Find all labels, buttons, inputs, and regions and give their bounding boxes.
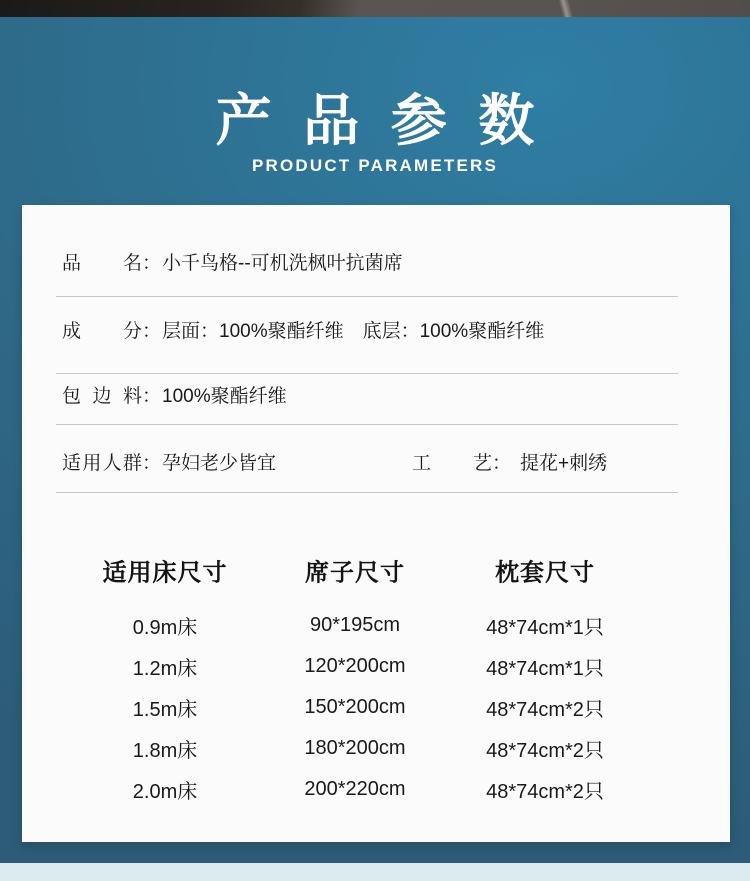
- spec-label: 包边料: [62, 386, 142, 408]
- spec-colon: ：: [492, 453, 512, 475]
- pillowcase-size-cell: 48*74cm*2只: [486, 699, 604, 721]
- parameters-card: [22, 205, 730, 842]
- bed-size-cell: 1.5m床: [132, 699, 198, 721]
- pillowcase-size-cell: 48*74cm*2只: [486, 781, 604, 803]
- spec-value: 孕妇老少皆宜: [162, 453, 277, 475]
- page-title: 产 品 参 数: [215, 89, 543, 152]
- mat-size-cell: 150*200cm: [304, 696, 406, 718]
- table-row: [70, 605, 640, 646]
- divider: [56, 492, 678, 493]
- mat-size-cell: 120*200cm: [304, 655, 406, 677]
- pillowcase-size-cell: 48*74cm*1只: [486, 658, 604, 680]
- column-header-bed-size: 适用床尺寸: [102, 559, 228, 587]
- spec-row-product-name: [62, 252, 700, 276]
- pillowcase-size-cell: 48*74cm*1只: [486, 617, 604, 639]
- spec-value: 提花+刺绣: [520, 453, 608, 475]
- spec-label: 工艺: [412, 453, 492, 475]
- bed-size-cell: 0.9m床: [132, 617, 198, 639]
- photo-background-strip: [0, 0, 750, 17]
- column-header-mat-size: 席子尺寸: [305, 559, 405, 587]
- divider: [56, 373, 678, 374]
- spec-value: 100%聚酯纤维: [162, 386, 287, 408]
- table-row: [70, 646, 640, 687]
- bed-size-cell: 1.2m床: [132, 658, 198, 680]
- bed-size-cell: 2.0m床: [132, 781, 198, 803]
- spec-label: 成分: [62, 321, 142, 343]
- spec-row-composition: [62, 320, 700, 344]
- spec-colon: ：: [142, 321, 162, 343]
- table-row: [70, 728, 640, 769]
- mat-size-cell: 90*195cm: [309, 614, 401, 636]
- spec-row-audience: [62, 452, 700, 476]
- divider: [56, 424, 678, 425]
- spec-colon: ：: [142, 253, 162, 275]
- spec-row-edging: [62, 385, 700, 409]
- spec-value: 小千鸟格--可机洗枫叶抗菌席: [162, 253, 403, 275]
- spec-value: 层面：100%聚酯纤维 底层：100%聚酯纤维: [162, 321, 545, 343]
- page-subtitle: PRODUCT PARAMETERS: [251, 156, 499, 175]
- footer-strip: [0, 863, 750, 881]
- size-table-body: [70, 605, 640, 810]
- table-row: [70, 687, 640, 728]
- pillowcase-size-cell: 48*74cm*2只: [486, 740, 604, 762]
- table-row: [70, 769, 640, 810]
- mat-size-cell: 200*220cm: [304, 778, 406, 800]
- size-table-header: [70, 553, 640, 588]
- spec-label: 品名: [62, 253, 142, 275]
- spec-label: 适用人群: [62, 453, 142, 475]
- column-header-pillowcase-size: 枕套尺寸: [495, 559, 595, 587]
- divider: [56, 296, 678, 297]
- hero-panel: [0, 17, 750, 863]
- bed-size-cell: 1.8m床: [132, 740, 198, 762]
- spec-colon: ：: [142, 386, 162, 408]
- spec-colon: ：: [142, 453, 162, 475]
- mat-size-cell: 180*200cm: [304, 737, 406, 759]
- spec-group-craft: [412, 452, 607, 476]
